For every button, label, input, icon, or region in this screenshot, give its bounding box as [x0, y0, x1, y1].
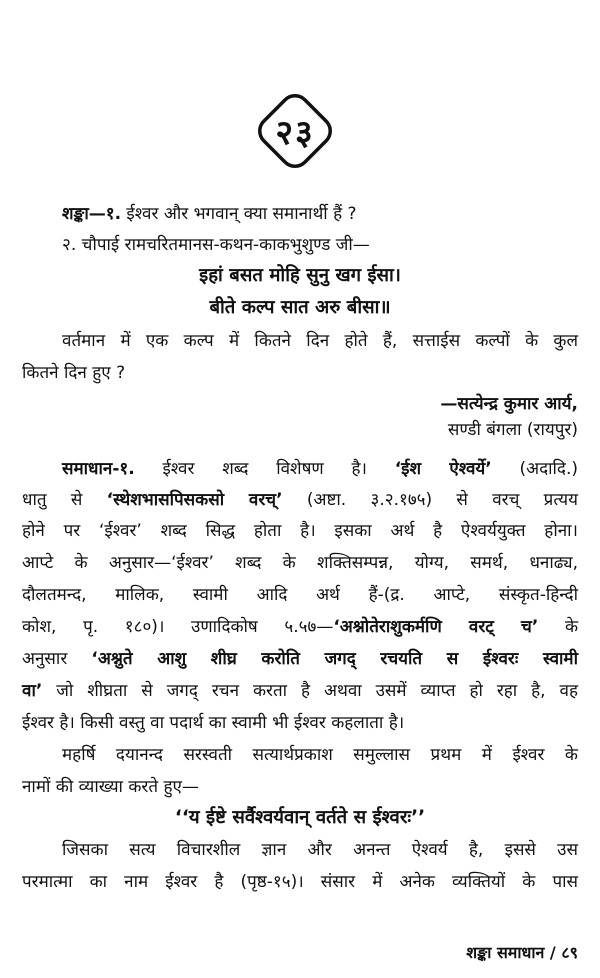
question-2: २. चौपाई रामचरितमानस-कथन-काकभुशुण्ड जी—	[62, 235, 370, 255]
derivation-term: ‘अश्नुते आशु शीघ्र करोति जगद् रचयति स ईश्वरः स्वामी	[91, 649, 578, 669]
answer-term: ‘ईश ऐश्वर्ये’	[394, 459, 492, 479]
question-1	[62, 202, 562, 226]
paragraph-3-line-1: जिसका सत्य विचारशील ज्ञान और अनन्त ऐश्वर्य है, इससे उस	[62, 840, 578, 860]
question-1-text: ईश्वर और भगवान् क्या समानार्थी हैं ?	[121, 204, 357, 224]
chapter-number: २३	[275, 113, 315, 153]
derivation-term: वा’	[22, 681, 43, 701]
answer-line-3: होने पर ‘ईश्वर’ शब्द सिद्ध होता है। इसका अर्थ है ऐश्वर्ययुक्त होना।	[22, 521, 578, 541]
answer-line-1	[62, 457, 578, 481]
answer-text: ईश्वर शब्द विशेषण है।	[134, 459, 395, 479]
answer-text: कोश, पृ. १८०)। उणादिकोष ५.५७—	[22, 617, 334, 637]
paragraph-2-line-1: महर्षि दयानन्द सरस्वती सत्यार्थप्रकाश समुल्लास प्रथम में ईश्वर के	[62, 745, 578, 765]
answer-label: समाधान-१.	[62, 459, 135, 479]
answer-line-2	[22, 488, 578, 512]
questioner-name: —सत्येन्द्र कुमार आर्य,	[440, 394, 578, 414]
answer-line-7	[22, 647, 578, 671]
question-body-line-1: वर्तमान में एक कल्प में कितने दिन होते हैं, सत्ताईस कल्पों के कुल	[62, 331, 578, 351]
verse-line-1: इहां बसत मोहि सुनु खग ईसा।	[199, 265, 401, 286]
answer-text: (अष्टा. ३.२.१७५) से वरच् प्रत्यय	[282, 490, 578, 510]
answer-text: जो शीघ्रता से जगद् रचन करता है अथवा उसमें व्याप्त हो रहा है, वह	[42, 681, 578, 701]
sutra-term: ‘स्थेशभासपिसकसो वरच्’	[106, 490, 283, 510]
question-label: शङ्का—१.	[62, 204, 122, 224]
page-footer: शङ्का समाधान / ८९	[466, 943, 578, 962]
answer-text: (अदादि.)	[491, 459, 579, 479]
paragraph-2-line-2: नामों की व्याख्या करते हुए—	[22, 777, 199, 797]
answer-line-4: आप्टे के अनुसार—‘ईश्वर’ शब्द के शक्तिसम्पन्न, योग्य, समर्थ, धनाढ्य,	[22, 553, 578, 573]
answer-line-8	[22, 679, 578, 703]
questioner-place: सण्डी बंगला (रायपुर)	[447, 420, 578, 440]
answer-text: धातु से	[22, 490, 107, 510]
sutra-term: ‘अश्नोतेराशुकर्मणि वरट् च’	[333, 617, 539, 637]
answer-line-6	[22, 615, 578, 639]
answer-line-9: ईश्वर है। किसी वस्तु वा पदार्थ का स्वामी भी ईश्वर कहलाता है।	[22, 713, 405, 733]
verse-line-2: बीते कल्प सात अरु बीसा॥	[209, 297, 391, 318]
answer-text: के	[538, 617, 579, 637]
question-body-line-2: कितने दिन हुए ?	[22, 363, 126, 383]
quotation: ‘‘य ईष्टे सर्वैश्वर्यवान् वर्तते स ईश्वरः’’	[174, 807, 426, 828]
answer-line-5: दौलतमन्द, मालिक, स्वामी आदि अर्थ हैं-(द्र. आप्टे, संस्कृत-हिन्दी	[22, 585, 578, 605]
chapter-badge	[246, 82, 344, 180]
paragraph-3-line-2: परमात्मा का नाम ईश्वर है (पृष्ठ-१५)। संसार में अनेक व्यक्तियों के पास	[22, 872, 578, 892]
answer-text: अनुसार	[22, 649, 92, 669]
